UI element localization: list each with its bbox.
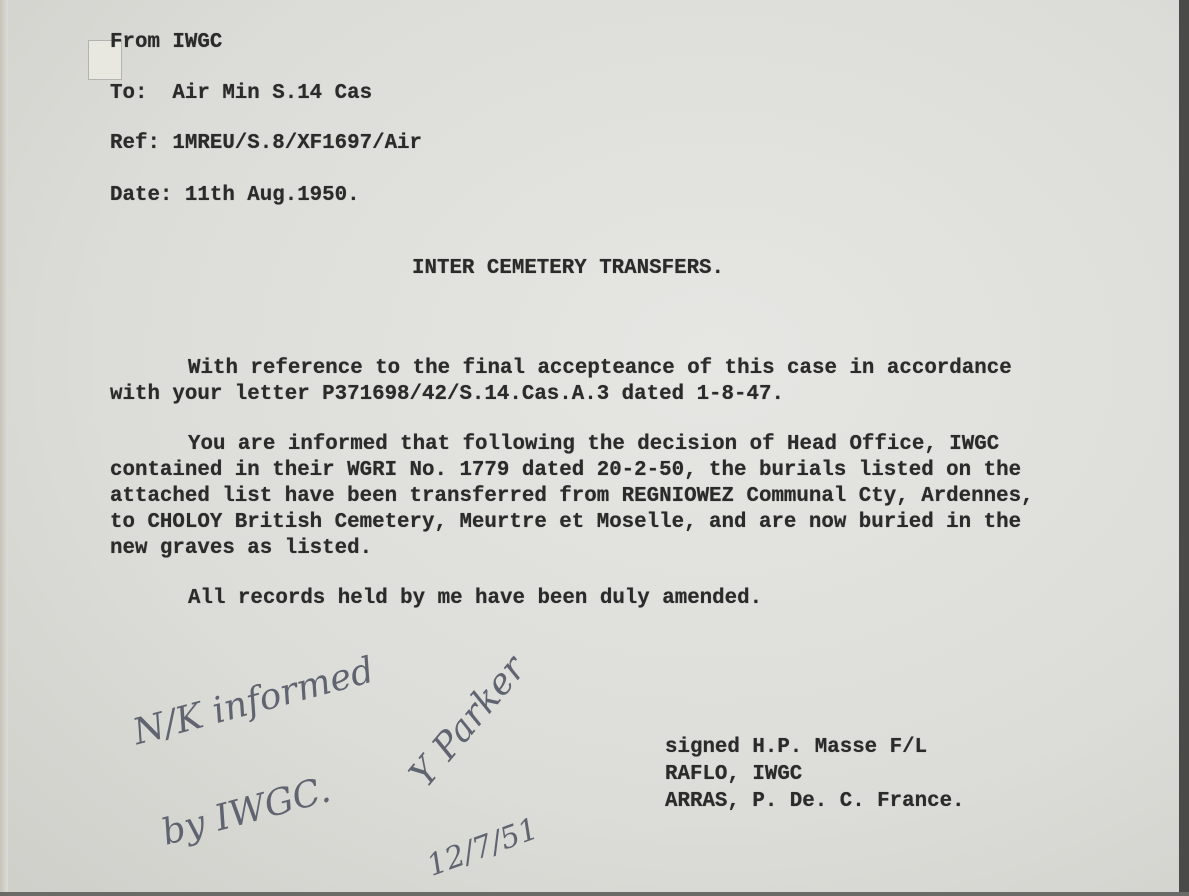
paragraph-3: All records held by me have been duly amended. bbox=[188, 587, 763, 610]
to-line: To: Air Min S.14 Cas bbox=[110, 82, 373, 105]
handwritten-note-line2: by IWGC. bbox=[157, 769, 335, 854]
signature-location: ARRAS, P. De. C. France. bbox=[665, 790, 965, 813]
document-title: INTER CEMETERY TRANSFERS. bbox=[412, 257, 725, 280]
para2-line: to CHOLOY British Cemetery, Meurtre et Moselle, and are now buried in the bbox=[110, 511, 1022, 534]
signature-line: signed H.P. Masse F/L bbox=[665, 736, 928, 759]
para2-line: You are informed that following the decision of Head Office, IWGC bbox=[188, 433, 1000, 456]
ref-line: Ref: 1MREU/S.8/XF1697/Air bbox=[110, 132, 423, 155]
paper-edge-left bbox=[0, 0, 8, 896]
signature-office: RAFLO, IWGC bbox=[665, 763, 803, 786]
paper-edge-right bbox=[1179, 0, 1189, 896]
para2-line: contained in their WGRI No. 1779 dated 20-2-50, the burials listed on the bbox=[110, 459, 1022, 482]
para1-line: With reference to the final accepteance of this case in accordance bbox=[188, 357, 1012, 380]
handwritten-signature: Y Parker bbox=[401, 648, 535, 795]
paragraph-1 bbox=[110, 356, 1012, 408]
para1-line: with your letter P371698/42/S.14.Cas.A.3 dated 1-8-47. bbox=[110, 383, 784, 406]
paper-edge-bottom bbox=[0, 892, 1189, 896]
para2-line: attached list have been transferred from REGNIOWEZ Communal Cty, Ardennes, bbox=[110, 485, 1034, 508]
handwritten-note-line1: N/K informed bbox=[128, 649, 379, 754]
from-line: From IWGC bbox=[110, 31, 223, 54]
para2-line: new graves as listed. bbox=[110, 537, 373, 560]
paragraph-2 bbox=[110, 432, 1034, 562]
handwritten-date: 12/7/51 bbox=[422, 811, 543, 884]
date-line: Date: 11th Aug.1950. bbox=[110, 184, 360, 207]
